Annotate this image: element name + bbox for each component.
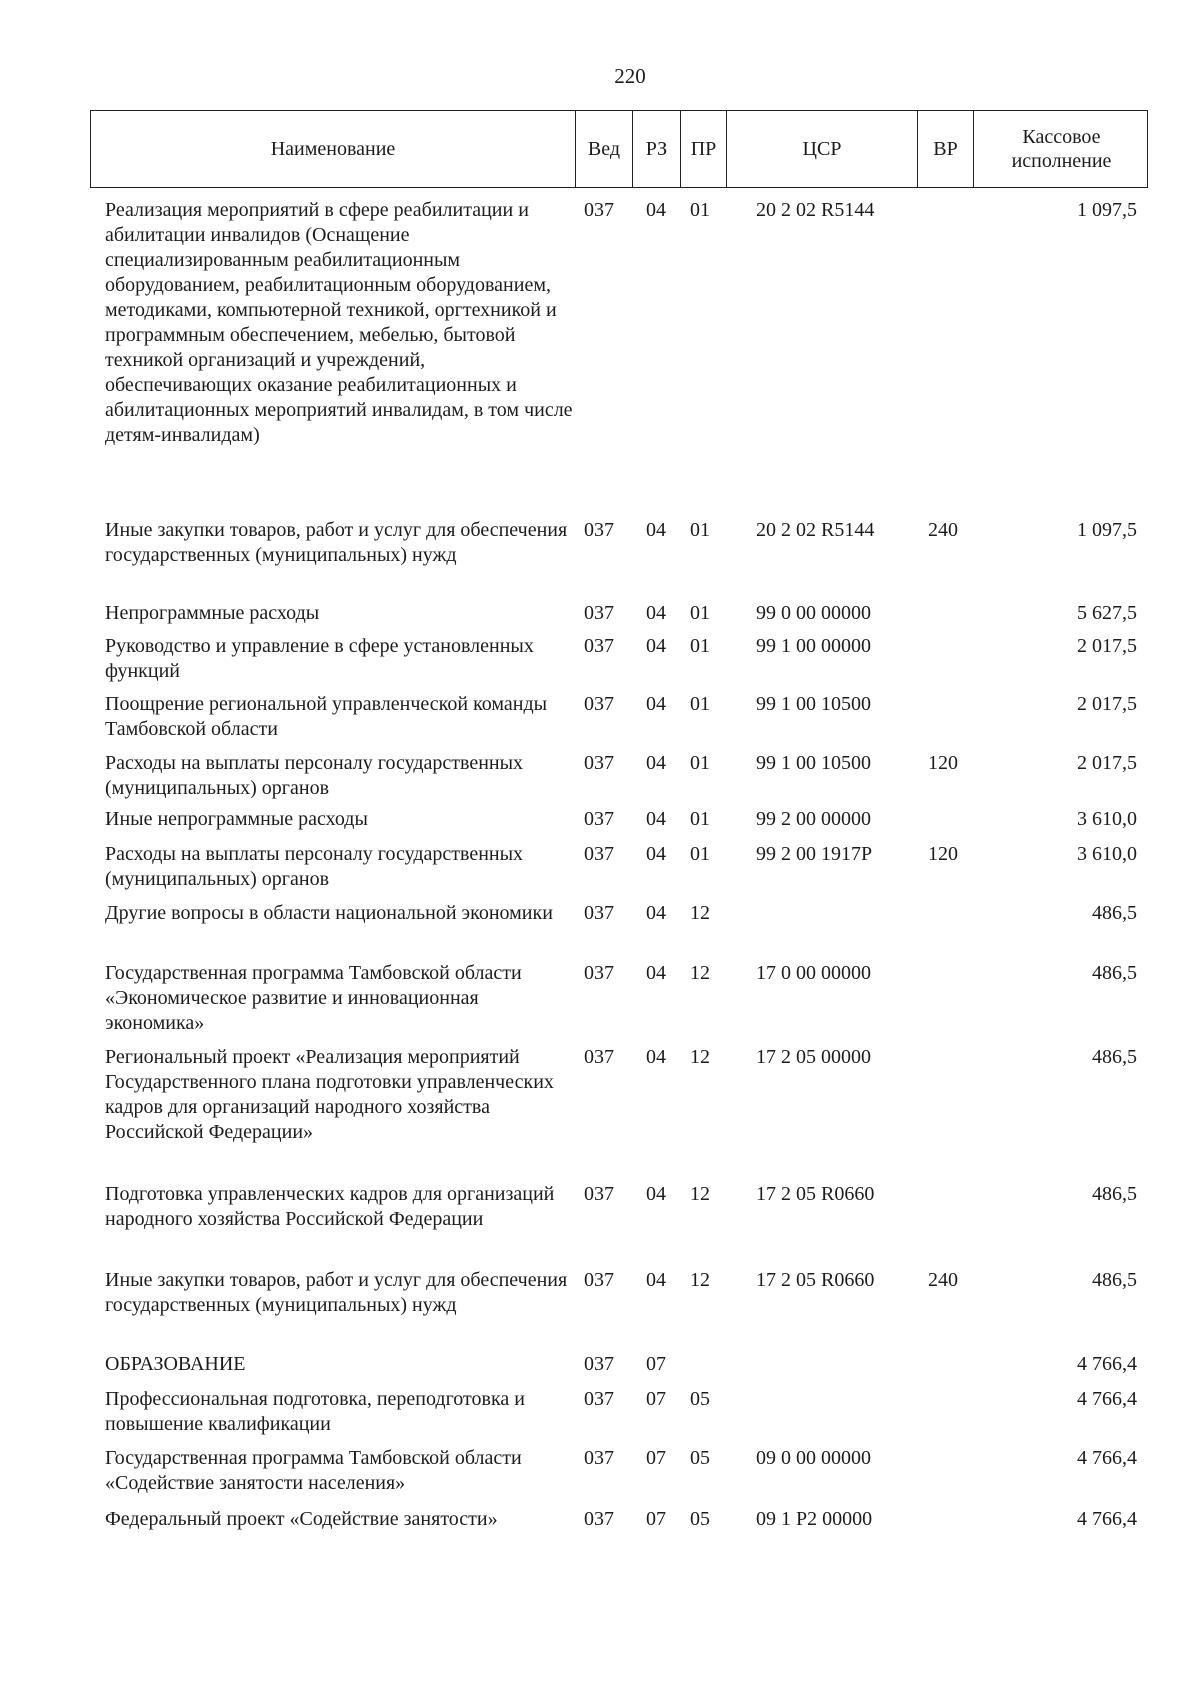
row-ved: 037 bbox=[584, 808, 614, 830]
row-pr: 12 bbox=[690, 902, 710, 924]
row-csr: 17 2 05 R0660 bbox=[756, 1183, 875, 1205]
row-name: Подготовка управленческих кадров для организаций народного хозяйства Российской Федерации bbox=[105, 1183, 555, 1230]
row-pr: 01 bbox=[690, 199, 710, 221]
row-ved: 037 bbox=[584, 693, 614, 715]
row-name: Федеральный проект «Содействие занятости» bbox=[105, 1508, 498, 1530]
row-name: Реализация мероприятий в сфере реабилитации и абилитации инвалидов (Оснащение специализированным реабилитационным оборудованием, реабилитационным оборудованием, методиками, компьютерной техникой, оргтехникой и программным обеспечением, мебелью, бытовой техникой организаций и учреждений, обеспечивающих оказание реабилитационных и абилитационных мероприятий инвалидам, в том числе детям-инвалидам) bbox=[105, 199, 573, 446]
row-pr: 12 bbox=[690, 1046, 710, 1068]
row-name: Региональный проект «Реализация мероприятий Государственного плана подготовки управленческих кадров для организаций народного хозяйства Российской Федерации» bbox=[105, 1046, 554, 1143]
row-name: Расходы на выплаты персоналу государственных (муниципальных) органов bbox=[105, 843, 524, 890]
row-amount: 2 017,5 bbox=[1077, 752, 1137, 774]
row-pr: 01 bbox=[690, 635, 710, 657]
row-amount: 1 097,5 bbox=[1077, 199, 1137, 221]
row-name: Непрограммные расходы bbox=[105, 602, 320, 624]
row-amount: 2 017,5 bbox=[1077, 635, 1137, 657]
row-amount: 486,5 bbox=[1092, 962, 1137, 984]
row-ved: 037 bbox=[584, 199, 614, 221]
row-rz: 04 bbox=[646, 752, 666, 774]
row-pr: 01 bbox=[690, 843, 710, 865]
row-name: Другие вопросы в области национальной экономики bbox=[105, 902, 553, 924]
row-ved: 037 bbox=[584, 1269, 614, 1291]
row-csr: 99 2 00 00000 bbox=[756, 808, 871, 830]
row-rz: 04 bbox=[646, 843, 666, 865]
row-csr: 09 1 Р2 00000 bbox=[756, 1508, 873, 1530]
row-pr: 01 bbox=[690, 808, 710, 830]
row-rz: 04 bbox=[646, 1046, 666, 1068]
row-name: Поощрение региональной управленческой команды Тамбовской области bbox=[105, 693, 548, 740]
row-pr: 05 bbox=[690, 1447, 710, 1469]
header-csr: ЦСР bbox=[726, 111, 917, 187]
row-rz: 04 bbox=[646, 962, 666, 984]
row-rz: 04 bbox=[646, 199, 666, 221]
row-vr: 120 bbox=[928, 752, 958, 774]
page-number: 220 bbox=[614, 64, 646, 88]
row-vr: 240 bbox=[928, 1269, 958, 1291]
row-ved: 037 bbox=[584, 1447, 614, 1469]
row-pr: 01 bbox=[690, 519, 710, 541]
row-pr: 12 bbox=[690, 1183, 710, 1205]
row-csr: 09 0 00 00000 bbox=[756, 1447, 871, 1469]
row-amount: 4 766,4 bbox=[1077, 1447, 1137, 1469]
row-amount: 3 610,0 bbox=[1077, 843, 1137, 865]
row-pr: 05 bbox=[690, 1388, 710, 1410]
row-rz: 04 bbox=[646, 902, 666, 924]
row-ved: 037 bbox=[584, 1046, 614, 1068]
row-amount: 4 766,4 bbox=[1077, 1353, 1137, 1375]
row-vr: 120 bbox=[928, 843, 958, 865]
row-ved: 037 bbox=[584, 1388, 614, 1410]
row-name: Расходы на выплаты персоналу государственных (муниципальных) органов bbox=[105, 752, 524, 799]
row-amount: 486,5 bbox=[1092, 902, 1137, 924]
row-ved: 037 bbox=[584, 962, 614, 984]
row-name: Иные закупки товаров, работ и услуг для обеспечения государственных (муниципальных) нужд bbox=[105, 519, 568, 566]
row-rz: 07 bbox=[646, 1447, 666, 1469]
row-ved: 037 bbox=[584, 602, 614, 624]
row-pr: 01 bbox=[690, 693, 710, 715]
row-pr: 12 bbox=[690, 1269, 710, 1291]
row-ved: 037 bbox=[584, 1183, 614, 1205]
row-ved: 037 bbox=[584, 519, 614, 541]
row-pr: 01 bbox=[690, 602, 710, 624]
row-ved: 037 bbox=[584, 843, 614, 865]
header-rz: РЗ bbox=[632, 111, 680, 187]
row-csr: 99 1 00 00000 bbox=[756, 635, 871, 657]
row-rz: 04 bbox=[646, 693, 666, 715]
row-rz: 04 bbox=[646, 1183, 666, 1205]
row-amount: 486,5 bbox=[1092, 1183, 1137, 1205]
row-pr: 12 bbox=[690, 962, 710, 984]
row-csr: 17 2 05 R0660 bbox=[756, 1269, 875, 1291]
row-csr: 17 0 00 00000 bbox=[756, 962, 871, 984]
row-csr: 99 1 00 10500 bbox=[756, 693, 871, 715]
row-rz: 07 bbox=[646, 1353, 666, 1375]
row-name: Иные закупки товаров, работ и услуг для обеспечения государственных (муниципальных) нужд bbox=[105, 1269, 568, 1316]
row-rz: 04 bbox=[646, 1269, 666, 1291]
row-name: ОБРАЗОВАНИЕ bbox=[105, 1353, 246, 1375]
row-csr: 20 2 02 R5144 bbox=[756, 199, 875, 221]
row-csr: 17 2 05 00000 bbox=[756, 1046, 871, 1068]
row-amount: 3 610,0 bbox=[1077, 808, 1137, 830]
row-ved: 037 bbox=[584, 635, 614, 657]
row-pr: 05 bbox=[690, 1508, 710, 1530]
row-amount: 5 627,5 bbox=[1077, 602, 1137, 624]
row-name: Руководство и управление в сфере установленных функций bbox=[105, 635, 534, 682]
row-name: Иные непрограммные расходы bbox=[105, 808, 368, 830]
row-csr: 99 1 00 10500 bbox=[756, 752, 871, 774]
row-amount: 4 766,4 bbox=[1077, 1388, 1137, 1410]
header-vr: ВР bbox=[917, 111, 973, 187]
row-rz: 07 bbox=[646, 1388, 666, 1410]
row-amount: 4 766,4 bbox=[1077, 1508, 1137, 1530]
row-name: Государственная программа Тамбовской области «Содействие занятости населения» bbox=[105, 1447, 522, 1494]
row-amount: 2 017,5 bbox=[1077, 693, 1137, 715]
row-rz: 04 bbox=[646, 602, 666, 624]
header-pr: ПР bbox=[680, 111, 726, 187]
row-ved: 037 bbox=[584, 902, 614, 924]
row-rz: 04 bbox=[646, 519, 666, 541]
row-rz: 07 bbox=[646, 1508, 666, 1530]
row-rz: 04 bbox=[646, 808, 666, 830]
table-header bbox=[90, 110, 1148, 188]
row-ved: 037 bbox=[584, 1353, 614, 1375]
row-rz: 04 bbox=[646, 635, 666, 657]
header-amount: Кассовое исполнение bbox=[973, 111, 1149, 187]
row-csr: 99 0 00 00000 bbox=[756, 602, 871, 624]
row-name: Профессиональная подготовка, переподготовка и повышение квалификации bbox=[105, 1388, 525, 1435]
row-pr: 01 bbox=[690, 752, 710, 774]
row-amount: 1 097,5 bbox=[1077, 519, 1137, 541]
row-name: Государственная программа Тамбовской области «Экономическое развитие и инновационная экономика» bbox=[105, 962, 522, 1034]
row-ved: 037 bbox=[584, 752, 614, 774]
row-vr: 240 bbox=[928, 519, 958, 541]
header-ved: Вед bbox=[575, 111, 632, 187]
row-csr: 20 2 02 R5144 bbox=[756, 519, 875, 541]
row-amount: 486,5 bbox=[1092, 1269, 1137, 1291]
row-csr: 99 2 00 1917Р bbox=[756, 843, 873, 865]
header-name: Наименование bbox=[270, 138, 396, 160]
row-ved: 037 bbox=[584, 1508, 614, 1530]
row-amount: 486,5 bbox=[1092, 1046, 1137, 1068]
